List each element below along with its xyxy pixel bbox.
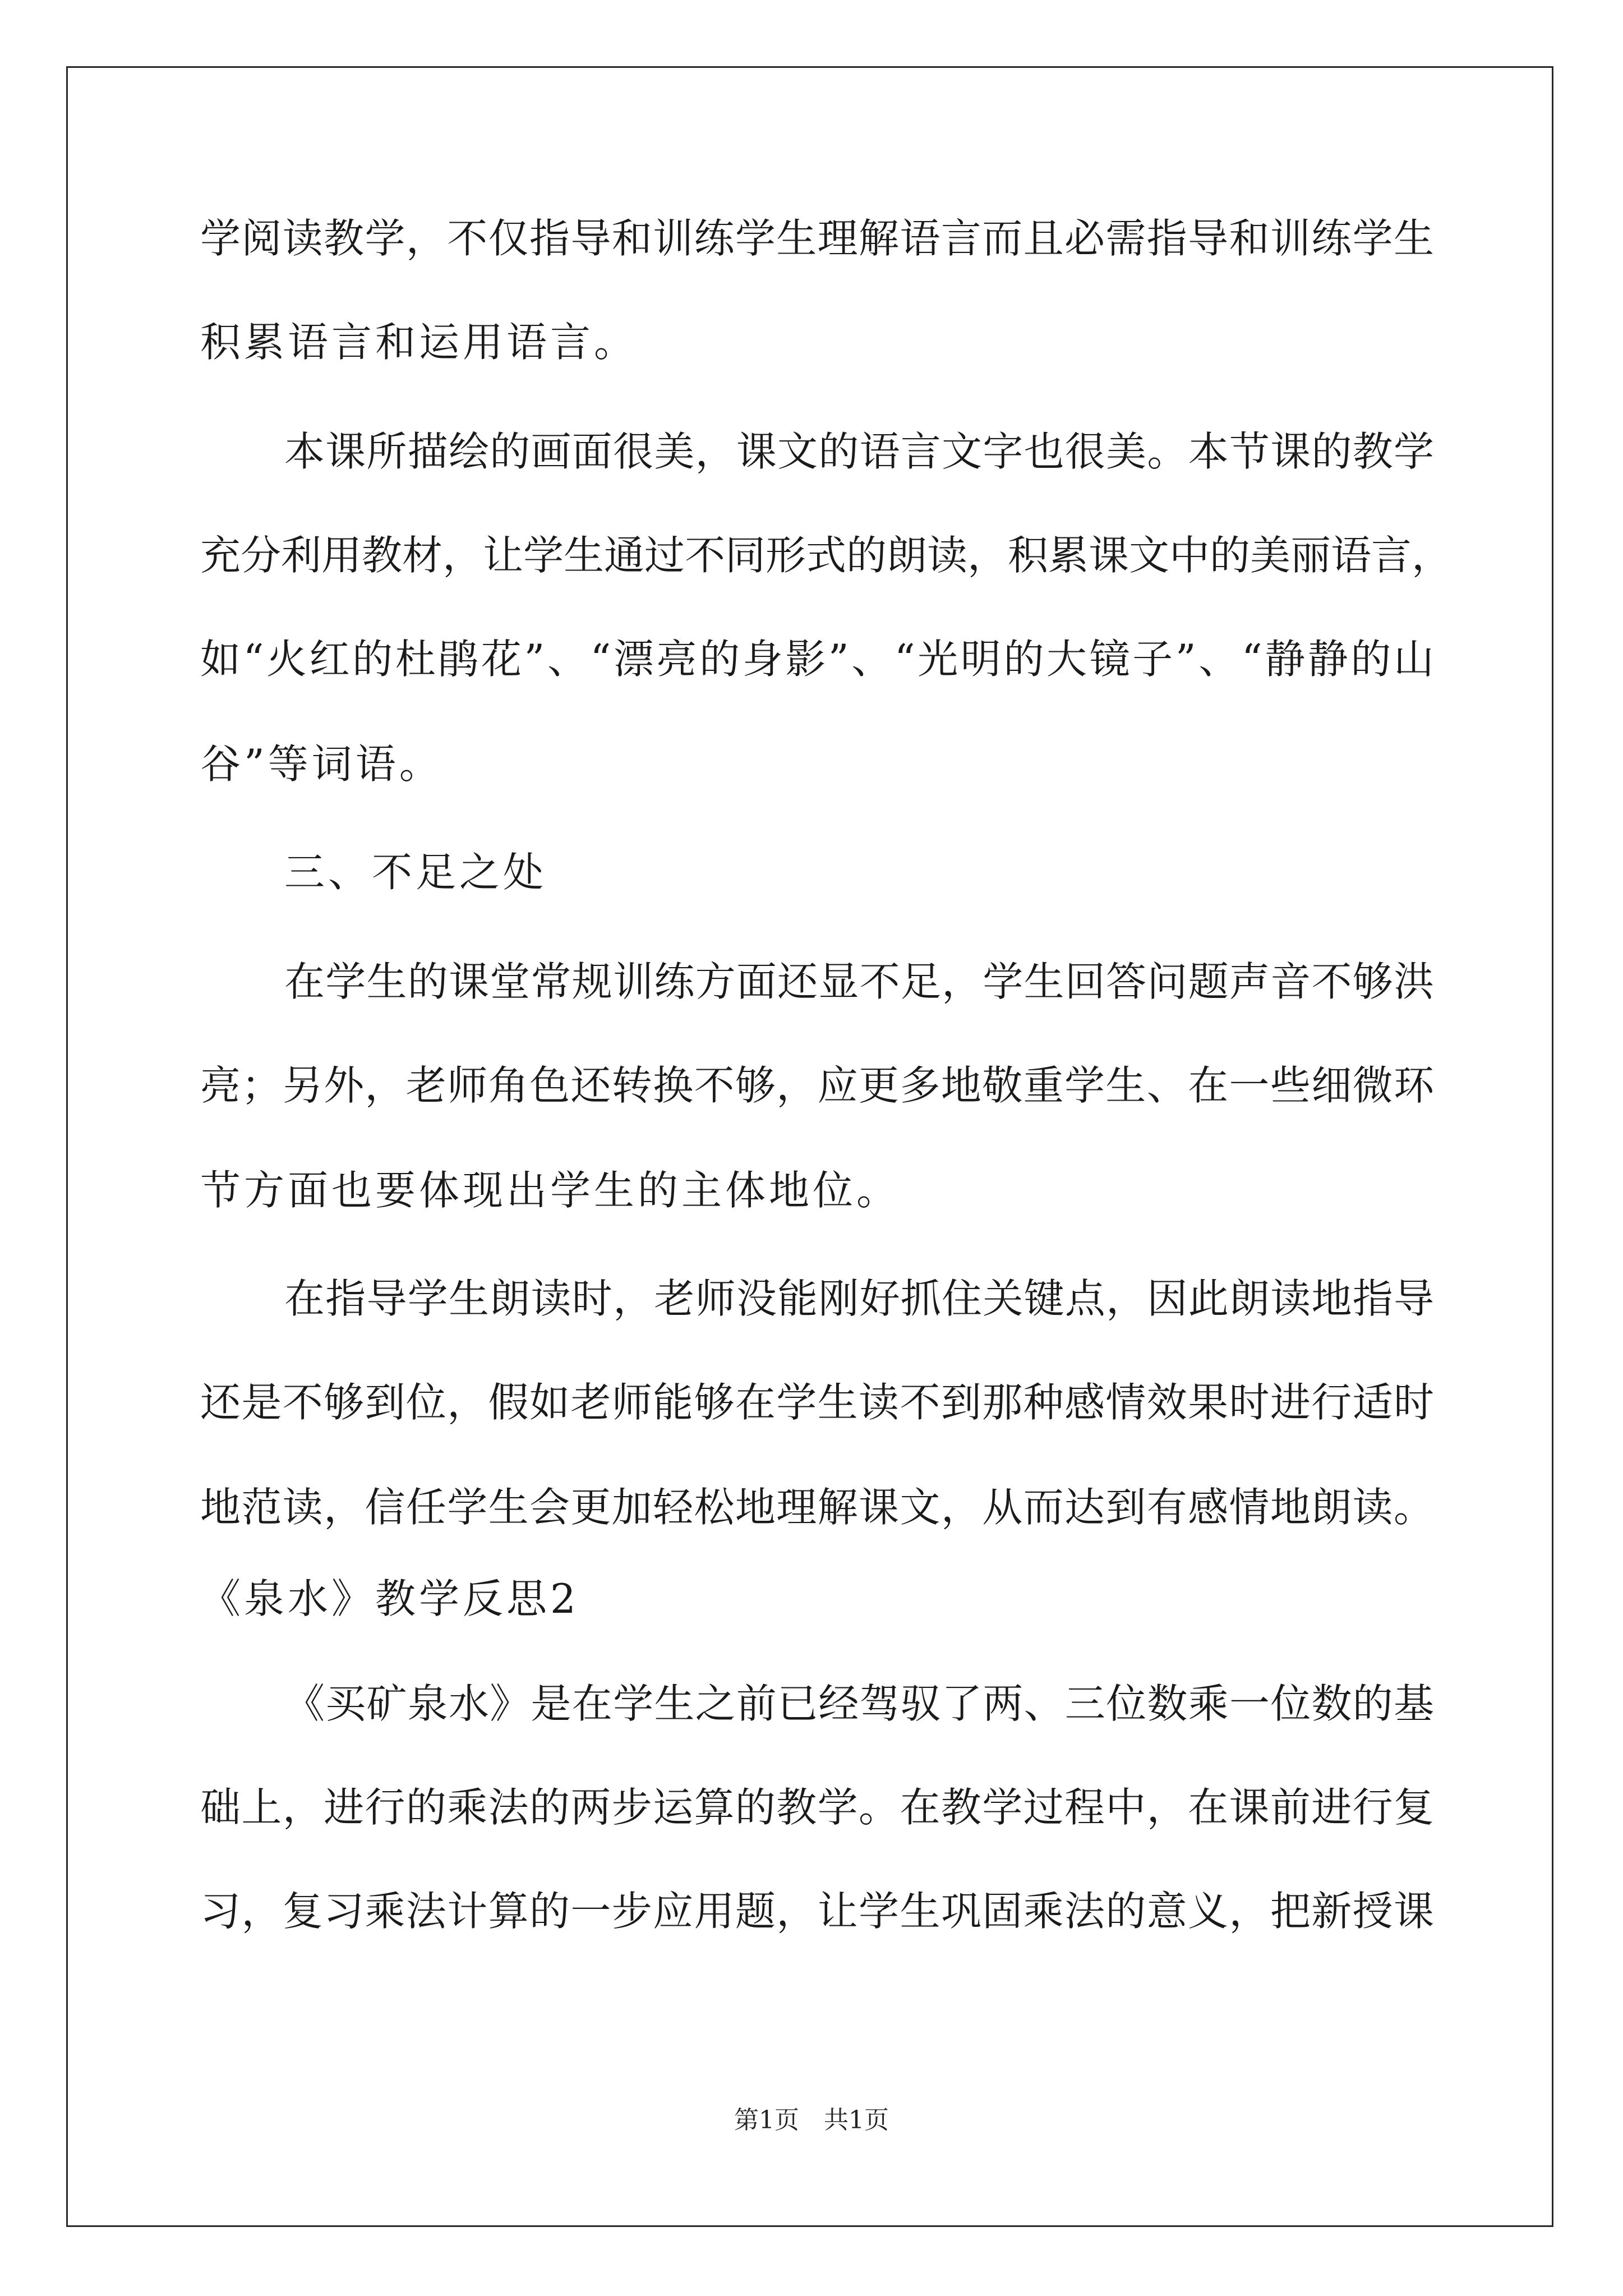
text-line: 亮；另外，老师角色还转换不够，应更多地敬重学生、在一些细微环 [200,1062,1434,1109]
text-line: 础上，进行的乘法的两步运算的教学。在教学过程中，在课前进行复 [200,1784,1434,1831]
page-footer: 第1页 共1页 [734,2106,889,2134]
text-line: 充分利用教材，让学生通过不同形式的朗读，积累课文中的美丽语言， [200,532,1453,579]
text-line: 在学生的课堂常规训练方面还显不足，学生回答问题声音不够洪 [284,958,1434,1005]
article-title: 《泉水》教学反思2 [200,1575,579,1622]
text-line: 习，复习乘法计算的一步应用题，让学生巩固乘法的意义，把新授课 [200,1888,1434,1935]
text-line: 谷”等词语。 [200,740,443,788]
text-line: 本课所描绘的画面很美，课文的语言文字也很美。本节课的教学 [284,428,1434,475]
text-line: 节方面也要体现出学生的主体地位。 [200,1167,901,1214]
text-line: 如“火红的杜鹃花”、“漂亮的身影”、“光明的大镜子”、“静静的山 [200,636,1434,683]
text-line: 还是不够到位，假如老师能够在学生读不到那种感情效果时进行适时 [200,1379,1434,1426]
text-line: 地范读，信任学生会更加轻松地理解课文，从而达到有感情地朗读。 [200,1484,1434,1531]
section-heading: 三、不足之处 [284,849,547,896]
text-line: 在指导学生朗读时，老师没能刚好抓住关键点，因此朗读地指导 [284,1275,1434,1322]
text-line: 《买矿泉水》是在学生之前已经驾驭了两、三位数乘一位数的基 [284,1680,1434,1727]
text-line: 学阅读教学，不仅指导和训练学生理解语言而且必需指导和训练学生 [200,215,1434,262]
text-line: 积累语言和运用语言。 [200,319,638,366]
